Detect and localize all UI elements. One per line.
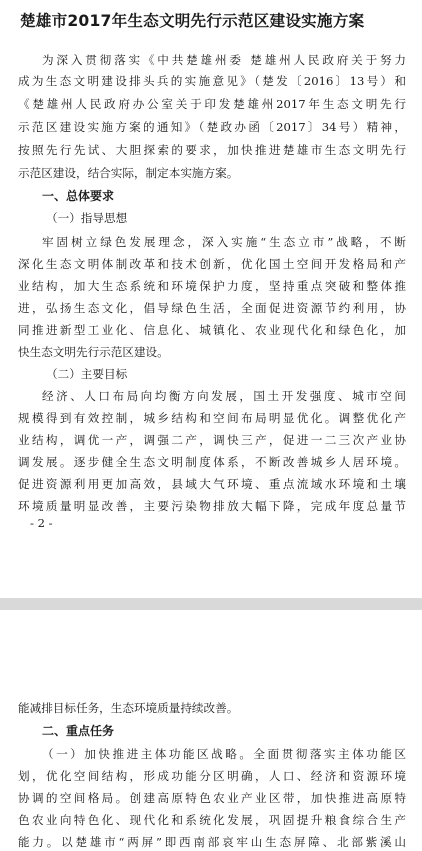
intro-line: 《楚雄州人民政府办公室关于印发楚雄州2017年生态文明先行 bbox=[18, 97, 406, 111]
body-line: 业结构，调优一产，调强二产，调快三产，促进一二三次产业协 bbox=[18, 433, 406, 447]
document-title: 楚雄市2017年生态文明先行示范区建设实施方案 bbox=[20, 12, 365, 30]
intro-line: 为深入贯彻落实《中共楚雄州委 楚雄州人民政府关于努力 bbox=[42, 53, 406, 67]
section-heading-2: 二、重点任务 bbox=[42, 724, 115, 738]
subsection-heading-2: （二）主要目标 bbox=[46, 367, 128, 381]
body-line: 色农业向特色化、现代化和系统化发展，巩固提升粮食综合生产 bbox=[18, 813, 406, 827]
body-line: 调发展。逐步健全生态文明制度体系，不断改善城乡人居环境。 bbox=[18, 455, 406, 469]
body-line: 牢固树立绿色发展理念，深入实施“生态立市”战略，不断 bbox=[42, 235, 406, 249]
document-page-2 bbox=[0, 610, 422, 851]
intro-line: 示范区建设，结合实际，制定本实施方案。 bbox=[18, 166, 239, 180]
intro-line: 示范区建设实施方案的通知》（楚政办函〔2017〕34号）精神， bbox=[18, 120, 406, 134]
body-line: 同推进新型工业化、信息化、城镇化、农业现代化和绿色化，加 bbox=[18, 323, 406, 337]
body-line: 规模得到有效控制，城乡结构和空间布局明显优化。调整优化产 bbox=[18, 411, 406, 425]
intro-line: 按照先行先试、大胆探索的要求，加快推进楚雄市生态文明先行 bbox=[18, 143, 406, 157]
body-line: 能力。以楚雄市“两屏”即西南部哀牢山生态屏障、北部紫溪山 bbox=[18, 835, 406, 849]
body-line: 快生态文明先行示范区建设。 bbox=[18, 345, 169, 359]
body-line: 促进资源利用更加高效，县域大气环境、重点流域水环境和土壤 bbox=[18, 477, 406, 491]
body-line: 深化生态文明体制改革和技术创新，优化国土空间开发格局和产 bbox=[18, 257, 406, 271]
body-line: 划，优化空间结构，形成功能分区明确，人口、经济和资源环境 bbox=[18, 769, 406, 783]
continuation-line: 能减排目标任务，生态环境质量持续改善。 bbox=[18, 701, 239, 715]
body-line: 业结构，加大生态系统和环境保护力度，坚持重点突破和整体推 bbox=[18, 279, 406, 293]
section-heading-1: 一、总体要求 bbox=[42, 189, 115, 203]
body-line: 进，弘扬生态文化，倡导绿色生活，全面促进资源节约利用，协 bbox=[18, 301, 406, 315]
intro-line: 成为生态文明建设排头兵的实施意见》（楚发〔2016〕13号）和 bbox=[18, 74, 406, 88]
page-number: - 2 - bbox=[30, 516, 53, 530]
body-line: 环境质量明显改善，主要污染物排放大幅下降，完成年度总量节 bbox=[18, 499, 406, 513]
body-line: 协调的空间格局。创建高原特色农业产业区带，加快推进高原特 bbox=[18, 791, 406, 805]
subsection-heading-1: （一）指导思想 bbox=[46, 211, 128, 225]
page-separator bbox=[0, 598, 422, 610]
body-line: （一）加快推进主体功能区战略。全面贯彻落实主体功能区 bbox=[42, 747, 406, 761]
body-line: 经济、人口布局向均衡方向发展，国土开发强度、城市空间 bbox=[42, 389, 406, 403]
